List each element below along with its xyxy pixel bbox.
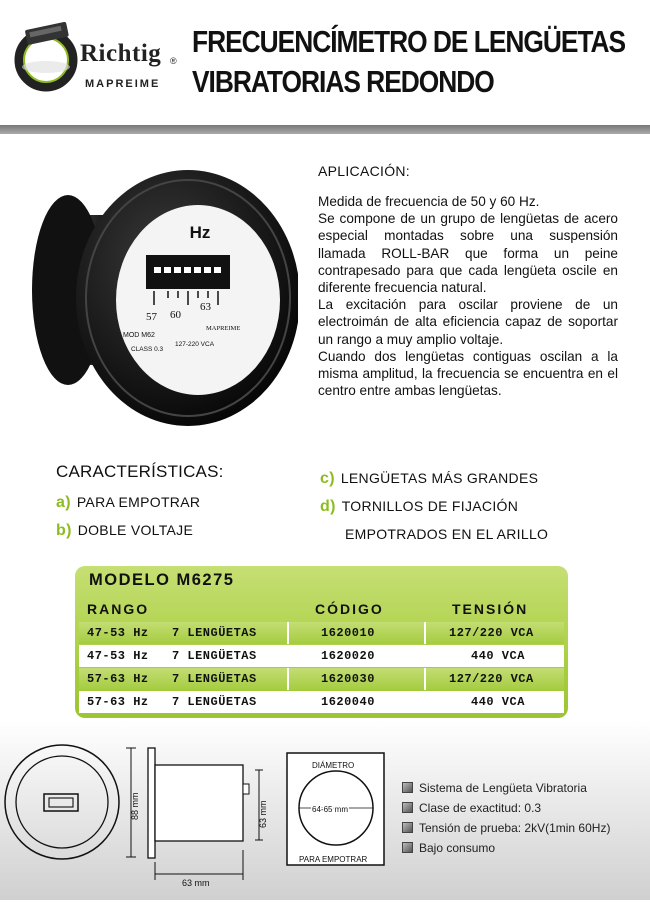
cell-range: 57-63 Hz (87, 695, 149, 709)
dimension-drawing (0, 720, 400, 900)
feature-b (56, 522, 193, 540)
feature-letter: d) (320, 498, 336, 515)
characteristics-title: CARACTERÍSTICAS: (56, 462, 224, 481)
application-title: APLICACIÓN: (318, 163, 410, 179)
header-divider (0, 125, 650, 134)
meter-unit: Hz (189, 223, 211, 242)
cutout-dim: 64-65 mm (312, 805, 349, 814)
cell-range: 57-63 Hz (87, 672, 149, 686)
feature-letter: a) (56, 494, 71, 511)
cell-reeds: 7 LENGÜETAS (172, 672, 257, 686)
table-row (79, 691, 564, 713)
cell-range: 47-53 Hz (87, 649, 149, 663)
feature-text: DOBLE VOLTAJE (77, 522, 194, 538)
bullet-icon (402, 782, 413, 793)
table-title: MODELO M6275 (89, 571, 235, 589)
side-dim-label: 63 mm (258, 800, 268, 828)
meter-voltage: 127-220 VCA (175, 341, 215, 348)
header-voltage: TENSIÓN (452, 601, 529, 617)
header-code: CÓDIGO (315, 601, 384, 617)
spec-item: Bajo consumo (402, 841, 647, 861)
feature-a (56, 494, 200, 512)
spec-item: Tensión de prueba: 2kV(1min 60Hz) (402, 821, 647, 841)
bullet-icon (402, 842, 413, 853)
spec-item: Clase de exactitud: 0.3 (402, 801, 647, 821)
title-line-1: FRECUENCÍMETRO DE LENGÜETAS (192, 24, 626, 59)
cell-code: 1620040 (321, 695, 375, 709)
cell-voltage: 440 VCA (471, 649, 525, 663)
cell-voltage: 127/220 VCA (449, 672, 534, 686)
product-photo (28, 150, 298, 445)
ring-logo-icon (10, 22, 90, 102)
cutout-title: DIÁMETRO (312, 761, 355, 770)
feature-text: LENGÜETAS MÁS GRANDES (340, 470, 539, 486)
width-dim-label: 63 mm (182, 878, 210, 888)
brand-name: Richtig (80, 40, 162, 67)
feature-letter: b) (56, 522, 72, 539)
meter-scale-60: 60 (170, 309, 181, 321)
model-table (75, 566, 568, 718)
application-paragraph: Cuando dos lengüetas contiguas oscilan a la misma amplitud, la frecuencia se encuentra en el centro entre ambas lengüetas. (318, 348, 618, 399)
cell-voltage: 440 VCA (471, 695, 525, 709)
meter-class: CLASS 0.3 (131, 346, 164, 353)
feature-d (320, 498, 518, 516)
brand-logo (10, 22, 185, 102)
header (0, 0, 650, 125)
table-body (79, 622, 564, 714)
application-paragraph: Medida de frecuencia de 50 y 60 Hz. (318, 194, 540, 209)
bullet-icon (402, 822, 413, 833)
feature-d-continued: EMPOTRADOS EN EL ARILLO (345, 526, 549, 542)
cell-reeds: 7 LENGÜETAS (172, 626, 257, 640)
bullet-icon (402, 802, 413, 813)
application-text (318, 193, 618, 399)
feature-c (320, 470, 538, 488)
header-range: RANGO (87, 601, 150, 617)
meter-model: MOD M62 (123, 332, 155, 339)
meter-maker: MAPREIME (206, 325, 241, 332)
application-paragraph: Se compone de un grupo de lengüetas de acero especial montadas sobre una suspensión llamada ROLL-BAR que forma un peine contrapesado para que cada lengüeta oscile en diferente frecuencia natural. (318, 211, 618, 296)
brand-subname: MAPREIME (85, 78, 161, 90)
spec-list (402, 781, 647, 861)
cutout-label: PARA EMPOTRAR (299, 855, 368, 864)
title-line-2: VIBRATORIAS REDONDO (192, 64, 494, 99)
page-title (192, 22, 626, 102)
meter-scale-57: 57 (146, 311, 157, 323)
table-row (79, 622, 564, 644)
cell-reeds: 7 LENGÜETAS (172, 649, 257, 663)
meter-scale-63: 63 (200, 301, 211, 313)
table-row (79, 645, 564, 667)
feature-letter: c) (320, 470, 335, 487)
feature-text: PARA EMPOTRAR (76, 494, 201, 510)
height-dim-label: 88 mm (130, 792, 140, 820)
feature-text: TORNILLOS DE FIJACIÓN (341, 498, 519, 514)
cell-range: 47-53 Hz (87, 626, 149, 640)
cell-code: 1620020 (321, 649, 375, 663)
cell-code: 1620030 (321, 672, 375, 686)
table-row (79, 668, 564, 690)
cell-reeds: 7 LENGÜETAS (172, 695, 257, 709)
cell-code: 1620010 (321, 626, 375, 640)
registered-mark: ® (170, 56, 177, 66)
table-header (75, 599, 568, 620)
application-paragraph: La excitación para oscilar proviene de un electroimán de alta eficiencia capaz de soportar un rango a muy amplio voltaje. (318, 297, 618, 347)
cell-voltage: 127/220 VCA (449, 626, 534, 640)
spec-item: Sistema de Lengüeta Vibratoria (402, 781, 647, 801)
